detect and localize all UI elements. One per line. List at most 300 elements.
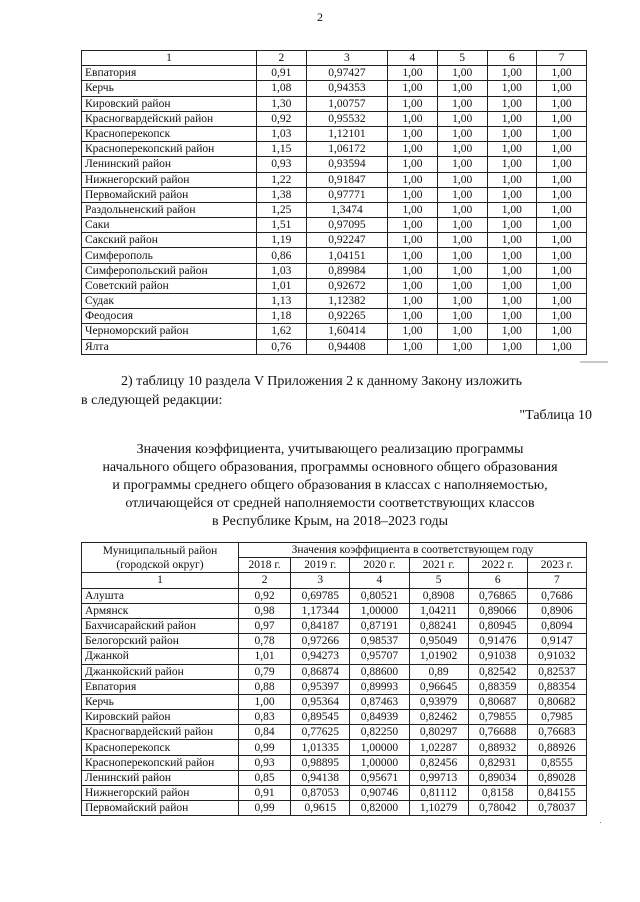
value-cell: 1,00 — [437, 339, 487, 354]
value-cell: 0,91 — [257, 66, 307, 81]
header-cell: 1 — [82, 51, 257, 66]
value-cell: 0,93 — [239, 755, 291, 770]
value-cell: 0,84187 — [291, 618, 350, 633]
value-cell: 1,00 — [537, 172, 587, 187]
value-cell: 0,9147 — [527, 634, 586, 649]
column-number-cell: 6 — [468, 573, 527, 588]
value-cell: 0,98895 — [291, 755, 350, 770]
value-cell: 0,87191 — [350, 618, 409, 633]
region-cell: Красногвардейский район — [82, 725, 239, 740]
value-cell: 0,8555 — [527, 755, 586, 770]
value-cell: 1,00 — [487, 309, 537, 324]
value-cell: 1,00 — [388, 96, 438, 111]
value-cell: 0,80297 — [409, 725, 468, 740]
value-cell: 0,82456 — [409, 755, 468, 770]
value-cell: 1,01 — [257, 278, 307, 293]
header-cell: 2 — [257, 51, 307, 66]
region-cell: Нижнегорский район — [82, 172, 257, 187]
table-row — [82, 157, 587, 172]
value-cell: 1,00 — [437, 309, 487, 324]
value-cell: 0,98 — [239, 603, 291, 618]
value-cell: 1,00 — [388, 263, 438, 278]
value-cell: 1,00 — [437, 263, 487, 278]
region-cell: Саки — [82, 218, 257, 233]
table-row — [82, 755, 587, 770]
group-header: Значения коэффициента в соответствующем году — [239, 543, 587, 558]
value-cell: 0,8906 — [527, 603, 586, 618]
value-cell: 0,78042 — [468, 801, 527, 816]
value-cell: 1,00 — [487, 263, 537, 278]
value-cell: 1,00 — [537, 294, 587, 309]
value-cell: 1,03 — [257, 126, 307, 141]
value-cell: 0,97095 — [306, 218, 387, 233]
value-cell: 0,82537 — [527, 664, 586, 679]
value-cell: 1,30 — [257, 96, 307, 111]
table-row — [82, 339, 587, 354]
value-cell: 1,00 — [437, 96, 487, 111]
value-cell: 0,84 — [239, 725, 291, 740]
region-cell: Красноперекопск — [82, 740, 239, 755]
value-cell: 1,00 — [537, 81, 587, 96]
value-cell: 1,00000 — [350, 603, 409, 618]
value-cell: 1,00 — [437, 111, 487, 126]
value-cell: 0,76865 — [468, 588, 527, 603]
value-cell: 1,00 — [437, 187, 487, 202]
table-label: "Таблица 10 — [519, 408, 592, 423]
value-cell: 0,7985 — [527, 710, 586, 725]
value-cell: 1,00 — [487, 172, 537, 187]
value-cell: 0,89034 — [468, 770, 527, 785]
year-cell: 2021 г. — [409, 558, 468, 573]
value-cell: 1,00 — [388, 111, 438, 126]
value-cell: 1,06172 — [306, 142, 387, 157]
value-cell: 1,00 — [388, 309, 438, 324]
value-cell: 1,00 — [487, 294, 537, 309]
value-cell: 1,00 — [537, 202, 587, 217]
value-cell: 0,9615 — [291, 801, 350, 816]
value-cell: 0,89066 — [468, 603, 527, 618]
value-cell: 1,03 — [257, 263, 307, 278]
value-cell: 1,08 — [257, 81, 307, 96]
value-cell: 1,00 — [487, 218, 537, 233]
region-cell: Сакский район — [82, 233, 257, 248]
value-cell: 0,76 — [257, 339, 307, 354]
region-cell: Нижнегорский район — [82, 786, 239, 801]
value-cell: 1,17344 — [291, 603, 350, 618]
value-cell: 0,82462 — [409, 710, 468, 725]
value-cell: 0,88 — [239, 679, 291, 694]
scan-dot — [600, 822, 601, 823]
value-cell: 0,95707 — [350, 649, 409, 664]
value-cell: 1,00 — [437, 81, 487, 96]
value-cell: 1,00 — [388, 218, 438, 233]
value-cell: 1,00 — [487, 324, 537, 339]
value-cell: 0,8158 — [468, 786, 527, 801]
table-row — [82, 248, 587, 263]
value-cell: 0,91476 — [468, 634, 527, 649]
value-cell: 1,00 — [437, 294, 487, 309]
value-cell: 1,00 — [437, 218, 487, 233]
table-row — [82, 66, 587, 81]
header-cell: 3 — [306, 51, 387, 66]
table-title — [60, 441, 600, 531]
value-cell: 0,79 — [239, 664, 291, 679]
table-2 — [81, 542, 587, 816]
value-cell: 1,00 — [388, 278, 438, 293]
region-cell: Джанкой — [82, 649, 239, 664]
value-cell: 0,95364 — [291, 694, 350, 709]
value-cell: 1,00 — [487, 96, 537, 111]
value-cell: 1,38 — [257, 187, 307, 202]
region-cell: Симферопольский район — [82, 263, 257, 278]
header-cell: 6 — [487, 51, 537, 66]
value-cell: 1,00 — [537, 218, 587, 233]
year-cell: 2019 г. — [291, 558, 350, 573]
page-number: 2 — [317, 10, 323, 24]
value-cell: 0,89993 — [350, 679, 409, 694]
value-cell: 1,00 — [537, 248, 587, 263]
region-cell: Первомайский район — [82, 187, 257, 202]
value-cell: 1,00 — [388, 172, 438, 187]
scan-artifact — [580, 361, 608, 363]
value-cell: 1,00 — [537, 324, 587, 339]
region-cell: Первомайский район — [82, 801, 239, 816]
value-cell: 0,87053 — [291, 786, 350, 801]
header-cell: 7 — [537, 51, 587, 66]
value-cell: 0,89984 — [306, 263, 387, 278]
value-cell: 0,95671 — [350, 770, 409, 785]
col1-header: Муниципальный район (городской округ) — [82, 543, 239, 573]
region-cell: Черноморский район — [82, 324, 257, 339]
region-cell: Красноперекопский район — [82, 755, 239, 770]
table-row — [82, 126, 587, 141]
value-cell: 0,77625 — [291, 725, 350, 740]
year-cell: 2023 г. — [527, 558, 586, 573]
value-cell: 1,00 — [437, 278, 487, 293]
value-cell: 1,00 — [487, 339, 537, 354]
value-cell: 0,97427 — [306, 66, 387, 81]
value-cell: 1,00000 — [350, 740, 409, 755]
value-cell: 0,95397 — [291, 679, 350, 694]
value-cell: 1,00 — [487, 202, 537, 217]
value-cell: 1,00 — [437, 233, 487, 248]
value-cell: 1,00 — [487, 248, 537, 263]
value-cell: 1,00 — [487, 142, 537, 157]
value-cell: 0,78 — [239, 634, 291, 649]
value-cell: 1,00000 — [350, 755, 409, 770]
value-cell: 0,89028 — [527, 770, 586, 785]
header-cell: 5 — [437, 51, 487, 66]
value-cell: 1,00 — [437, 248, 487, 263]
table-row — [82, 801, 587, 816]
table-row — [82, 96, 587, 111]
value-cell: 0,92672 — [306, 278, 387, 293]
value-cell: 0,8908 — [409, 588, 468, 603]
title-line: начального общего образования, программы основного общего образования — [102, 460, 558, 475]
value-cell: 0,97771 — [306, 187, 387, 202]
value-cell: 0,80945 — [468, 618, 527, 633]
column-number-cell: 4 — [350, 573, 409, 588]
value-cell: 1,00 — [487, 187, 537, 202]
region-cell: Керчь — [82, 694, 239, 709]
table-row — [82, 694, 587, 709]
table-row — [82, 278, 587, 293]
value-cell: 0,89545 — [291, 710, 350, 725]
table-row — [82, 603, 587, 618]
numbers-row — [82, 573, 587, 588]
value-cell: 0,92247 — [306, 233, 387, 248]
value-cell: 0,86 — [257, 248, 307, 263]
value-cell: 0,82000 — [350, 801, 409, 816]
value-cell: 1,00 — [487, 81, 537, 96]
value-cell: 0,82931 — [468, 755, 527, 770]
value-cell: 1,00 — [487, 157, 537, 172]
value-cell: 0,8094 — [527, 618, 586, 633]
value-cell: 0,82542 — [468, 664, 527, 679]
value-cell: 1,62 — [257, 324, 307, 339]
title-line: и программы среднего общего образования в классах с наполняемостью, — [112, 478, 548, 493]
table-row — [82, 649, 587, 664]
region-cell: Евпатория — [82, 66, 257, 81]
region-cell: Бахчисарайский район — [82, 618, 239, 633]
value-cell: 0,92265 — [306, 309, 387, 324]
value-cell: 1,00 — [388, 126, 438, 141]
value-cell: 1,00 — [537, 187, 587, 202]
region-cell: Советский район — [82, 278, 257, 293]
table-row — [82, 324, 587, 339]
table-row — [82, 725, 587, 740]
value-cell: 0,93979 — [409, 694, 468, 709]
value-cell: 0,95532 — [306, 111, 387, 126]
value-cell: 1,12382 — [306, 294, 387, 309]
value-cell: 1,00 — [487, 111, 537, 126]
value-cell: 1,01902 — [409, 649, 468, 664]
year-cell: 2018 г. — [239, 558, 291, 573]
value-cell: 1,00 — [388, 187, 438, 202]
value-cell: 1,00 — [537, 126, 587, 141]
table-row — [82, 81, 587, 96]
paragraph-line-1: 2) таблицу 10 раздела V Приложения 2 к данному Закону изложить — [121, 374, 523, 389]
value-cell: 1,00 — [437, 66, 487, 81]
value-cell: 0,91032 — [527, 649, 586, 664]
value-cell: 1,00757 — [306, 96, 387, 111]
value-cell: 0,86874 — [291, 664, 350, 679]
region-cell: Евпатория — [82, 679, 239, 694]
value-cell: 1,00 — [537, 339, 587, 354]
column-number-cell: 2 — [239, 573, 291, 588]
value-cell: 1,00 — [537, 111, 587, 126]
value-cell: 0,93594 — [306, 157, 387, 172]
table-row — [82, 142, 587, 157]
value-cell: 0,93 — [257, 157, 307, 172]
value-cell: 0,88926 — [527, 740, 586, 755]
value-cell: 1,00 — [388, 339, 438, 354]
value-cell: 1,04151 — [306, 248, 387, 263]
value-cell: 1,00 — [239, 694, 291, 709]
header-cell: 4 — [388, 51, 438, 66]
value-cell: 1,00 — [388, 66, 438, 81]
value-cell: 1,00 — [388, 324, 438, 339]
table-1 — [81, 50, 587, 355]
region-cell: Ленинский район — [82, 770, 239, 785]
value-cell: 0,81112 — [409, 786, 468, 801]
value-cell: 0,76683 — [527, 725, 586, 740]
value-cell: 1,00 — [388, 202, 438, 217]
column-number-cell: 7 — [527, 573, 586, 588]
value-cell: 1,00 — [388, 248, 438, 263]
table-row — [82, 740, 587, 755]
table-row — [82, 111, 587, 126]
value-cell: 0,92 — [239, 588, 291, 603]
value-cell: 1,00 — [537, 233, 587, 248]
table-row — [82, 263, 587, 278]
value-cell: 0,90746 — [350, 786, 409, 801]
title-line: в Республике Крым, на 2018–2023 годы — [211, 514, 449, 529]
region-cell: Ялта — [82, 339, 257, 354]
region-cell: Белогорский район — [82, 634, 239, 649]
value-cell: 0,94353 — [306, 81, 387, 96]
value-cell: 0,69785 — [291, 588, 350, 603]
region-cell: Красноперекопский район — [82, 142, 257, 157]
value-cell: 1,00 — [537, 263, 587, 278]
table-row — [82, 202, 587, 217]
value-cell: 0,80687 — [468, 694, 527, 709]
value-cell: 1,00 — [388, 81, 438, 96]
region-cell: Раздольненский район — [82, 202, 257, 217]
year-cell: 2020 г. — [350, 558, 409, 573]
value-cell: 1,01335 — [291, 740, 350, 755]
value-cell: 0,94273 — [291, 649, 350, 664]
value-cell: 1,00 — [437, 126, 487, 141]
title-line: Значения коэффициента, учитывающего реализацию программы — [136, 442, 524, 457]
region-cell: Кировский район — [82, 710, 239, 725]
value-cell: 0,97 — [239, 618, 291, 633]
region-cell: Джанкойский район — [82, 664, 239, 679]
value-cell: 1,00 — [487, 66, 537, 81]
value-cell: 1,02287 — [409, 740, 468, 755]
value-cell: 1,18 — [257, 309, 307, 324]
value-cell: 1,60414 — [306, 324, 387, 339]
value-cell: 0,80682 — [527, 694, 586, 709]
value-cell: 0,83 — [239, 710, 291, 725]
table-row — [82, 233, 587, 248]
value-cell: 1,00 — [487, 278, 537, 293]
value-cell: 0,91847 — [306, 172, 387, 187]
value-cell: 1,00 — [437, 142, 487, 157]
region-cell: Ленинский район — [82, 157, 257, 172]
value-cell: 0,84155 — [527, 786, 586, 801]
value-cell: 0,99 — [239, 740, 291, 755]
value-cell: 1,25 — [257, 202, 307, 217]
region-cell: Красногвардейский район — [82, 111, 257, 126]
value-cell: 0,91038 — [468, 649, 527, 664]
region-cell: Судак — [82, 294, 257, 309]
value-cell: 1,00 — [388, 294, 438, 309]
value-cell: 0,84939 — [350, 710, 409, 725]
column-number-cell: 5 — [409, 573, 468, 588]
table-row — [82, 786, 587, 801]
value-cell: 1,00 — [437, 202, 487, 217]
value-cell: 0,97266 — [291, 634, 350, 649]
value-cell: 1,12101 — [306, 126, 387, 141]
table-2-header-row — [82, 543, 587, 558]
value-cell: 1,13 — [257, 294, 307, 309]
table-row — [82, 618, 587, 633]
value-cell: 1,00 — [437, 157, 487, 172]
value-cell: 0,88241 — [409, 618, 468, 633]
table-row — [82, 172, 587, 187]
value-cell: 0,79855 — [468, 710, 527, 725]
title-line: отличающейся от средней наполняемости соответствующих классов — [125, 496, 535, 511]
value-cell: 0,91 — [239, 786, 291, 801]
value-cell: 1,00 — [487, 126, 537, 141]
table-row — [82, 294, 587, 309]
value-cell: 0,88354 — [527, 679, 586, 694]
table-row — [82, 634, 587, 649]
value-cell: 1,10279 — [409, 801, 468, 816]
table-row — [82, 664, 587, 679]
value-cell: 1,00 — [388, 157, 438, 172]
table-row — [82, 218, 587, 233]
region-cell: Кировский район — [82, 96, 257, 111]
region-cell: Феодосия — [82, 309, 257, 324]
value-cell: 1,00 — [537, 157, 587, 172]
value-cell: 0,88600 — [350, 664, 409, 679]
value-cell: 0,94408 — [306, 339, 387, 354]
value-cell: 1,00 — [537, 278, 587, 293]
value-cell: 0,78037 — [527, 801, 586, 816]
table-row — [82, 679, 587, 694]
value-cell: 0,80521 — [350, 588, 409, 603]
value-cell: 0,76688 — [468, 725, 527, 740]
value-cell: 0,88932 — [468, 740, 527, 755]
value-cell: 1,00 — [487, 233, 537, 248]
value-cell: 1,01 — [239, 649, 291, 664]
value-cell: 0,85 — [239, 770, 291, 785]
value-cell: 0,98537 — [350, 634, 409, 649]
value-cell: 1,00 — [388, 233, 438, 248]
table-row — [82, 770, 587, 785]
value-cell: 1,00 — [537, 142, 587, 157]
value-cell: 1,04211 — [409, 603, 468, 618]
value-cell: 0,99713 — [409, 770, 468, 785]
year-cell: 2022 г. — [468, 558, 527, 573]
table-row — [82, 588, 587, 603]
column-number-cell: 1 — [82, 573, 239, 588]
region-cell: Армянск — [82, 603, 239, 618]
value-cell: 1,00 — [388, 142, 438, 157]
value-cell: 0,82250 — [350, 725, 409, 740]
value-cell: 0,88359 — [468, 679, 527, 694]
value-cell: 0,87463 — [350, 694, 409, 709]
value-cell: 1,22 — [257, 172, 307, 187]
value-cell: 1,15 — [257, 142, 307, 157]
value-cell: 1,00 — [437, 172, 487, 187]
region-cell: Красноперекопск — [82, 126, 257, 141]
table-row — [82, 187, 587, 202]
table-row — [82, 710, 587, 725]
value-cell: 0,89 — [409, 664, 468, 679]
region-cell: Симферополь — [82, 248, 257, 263]
region-cell: Керчь — [82, 81, 257, 96]
value-cell: 1,19 — [257, 233, 307, 248]
value-cell: 0,95049 — [409, 634, 468, 649]
value-cell: 0,94138 — [291, 770, 350, 785]
value-cell: 1,3474 — [306, 202, 387, 217]
region-cell: Алушта — [82, 588, 239, 603]
value-cell: 1,51 — [257, 218, 307, 233]
table-1-header-row — [82, 51, 587, 66]
